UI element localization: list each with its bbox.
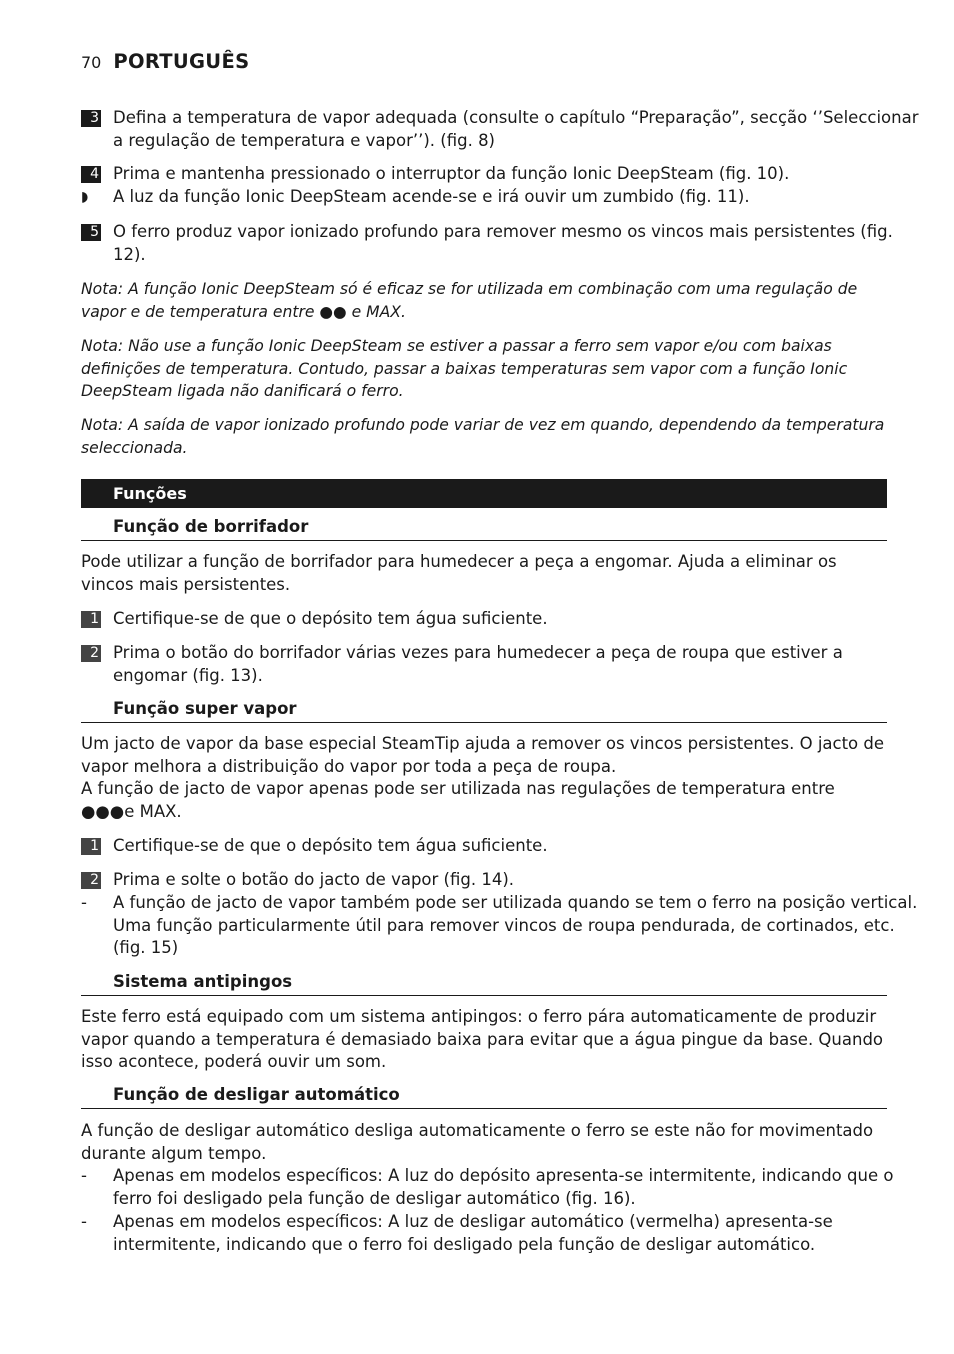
subheading-drip: Sistema antipingos <box>81 971 887 996</box>
supersteam-intro-1: Um jacto de vapor da base especial SteamTip ajuda a remover os vincos persistentes. O jacto de vapor melhora a distribuição do vapor por toda a peça de roupa. <box>81 734 885 776</box>
step-3 <box>81 107 919 152</box>
step-number: 1 <box>81 611 101 628</box>
step-text: A luz da função Ionic DeepSteam acende-se e irá ouvir um zumbido (fig. 11). <box>113 187 750 206</box>
subheading-spray: Função de borrifador <box>81 516 887 541</box>
step-text: Certifique-se de que o depósito tem água suficiente. <box>113 609 548 628</box>
supersteam-tip <box>81 892 919 960</box>
spray-step-2 <box>81 642 919 687</box>
dash-bullet: - <box>81 1212 87 1231</box>
note-2: Nota: Não use a função Ionic DeepSteam se estiver a passar a ferro sem vapor e/ou com baixas definições de temperatura. Contudo, passar a baixas temperaturas sem vapor com a função Ionic DeepSteam ligada não danificará o ferro. <box>81 337 848 400</box>
drip-intro: Este ferro está equipado com um sistema antipingos: o ferro pára automaticamente de produzir vapor quando a temperatura é demasiado baixa para evitar que a água pingue da base. Quando isso acontece, poderá ouvir um som. <box>81 1007 884 1071</box>
subheading-supersteam: Função super vapor <box>81 698 887 723</box>
section-title-bar: Funções <box>81 479 887 508</box>
step-text: Prima o botão do borrifador várias vezes para humedecer a peça de roupa que estiver a engomar (fig. 13). <box>113 643 843 685</box>
page-header <box>81 50 249 73</box>
step-number: 2 <box>81 872 101 889</box>
step-5 <box>81 221 919 266</box>
page-number: 70 <box>81 53 102 72</box>
step-number: 4 <box>81 166 101 183</box>
note-1: Nota: A função Ionic DeepSteam só é eficaz se for utilizada em combinação com uma regulação de vapor e de temperatura entre ●● e MAX. <box>81 280 858 321</box>
note-3: Nota: A saída de vapor ionizado profundo pode variar de vez em quando, dependendo da temperatura seleccionada. <box>81 416 885 457</box>
dash-bullet: - <box>81 893 87 912</box>
step-number: 3 <box>81 110 101 127</box>
step-text: Defina a temperatura de vapor adequada (consulte o capítulo “Preparação”, secção ‘’Seleccionar a regulação de temperatura e vapor’’). (fig. 8) <box>113 108 919 150</box>
subheading-autooff: Função de desligar automático <box>81 1084 887 1109</box>
supersteam-intro-2: A função de jacto de vapor apenas pode ser utilizada nas regulações de temperatura entre ●●●e MAX. <box>81 779 835 821</box>
autooff-intro: A função de desligar automático desliga automaticamente o ferro se este não for movimentado durante algum tempo. <box>81 1121 874 1163</box>
spray-step-1 <box>81 608 919 631</box>
step-text: O ferro produz vapor ionizado profundo para remover mesmo os vincos mais persistentes (fig. 12). <box>113 222 893 264</box>
step-text: Prima e mantenha pressionado o interruptor da função Ionic DeepSteam (fig. 10). <box>113 164 790 183</box>
result-arrow-icon: ◗ <box>81 189 89 205</box>
tip-text: Apenas em modelos específicos: A luz de desligar automático (vermelha) apresenta-se intermitente, indicando que o ferro foi desligado pela função de desligar automático. <box>113 1212 833 1254</box>
step-number: 1 <box>81 838 101 855</box>
supersteam-step-2 <box>81 869 919 892</box>
result-bullet <box>81 186 919 209</box>
tip-text: Apenas em modelos específicos: A luz do depósito apresenta-se intermitente, indicando que o ferro foi desligado pela função de desligar automático (fig. 16). <box>113 1166 894 1208</box>
language-title: PORTUGUÊS <box>113 50 250 73</box>
step-number: 5 <box>81 224 101 241</box>
step-4 <box>81 163 919 186</box>
supersteam-step-1 <box>81 835 919 858</box>
autooff-tip-1 <box>81 1165 919 1210</box>
supersteam-intro <box>81 733 887 823</box>
autooff-tip-2 <box>81 1211 919 1256</box>
tip-text: A função de jacto de vapor também pode ser utilizada quando se tem o ferro na posição vertical. Uma função particularmente útil para remover vincos de roupa pendurada, de cortinados, etc. (fig. 15) <box>113 893 918 957</box>
dash-bullet: - <box>81 1166 87 1185</box>
step-text: Prima e solte o botão do jacto de vapor (fig. 14). <box>113 870 515 889</box>
step-number: 2 <box>81 645 101 662</box>
spray-intro: Pode utilizar a função de borrifador para humedecer a peça a engomar. Ajuda a eliminar os vincos mais persistentes. <box>81 552 837 594</box>
step-text: Certifique-se de que o depósito tem água suficiente. <box>113 836 548 855</box>
